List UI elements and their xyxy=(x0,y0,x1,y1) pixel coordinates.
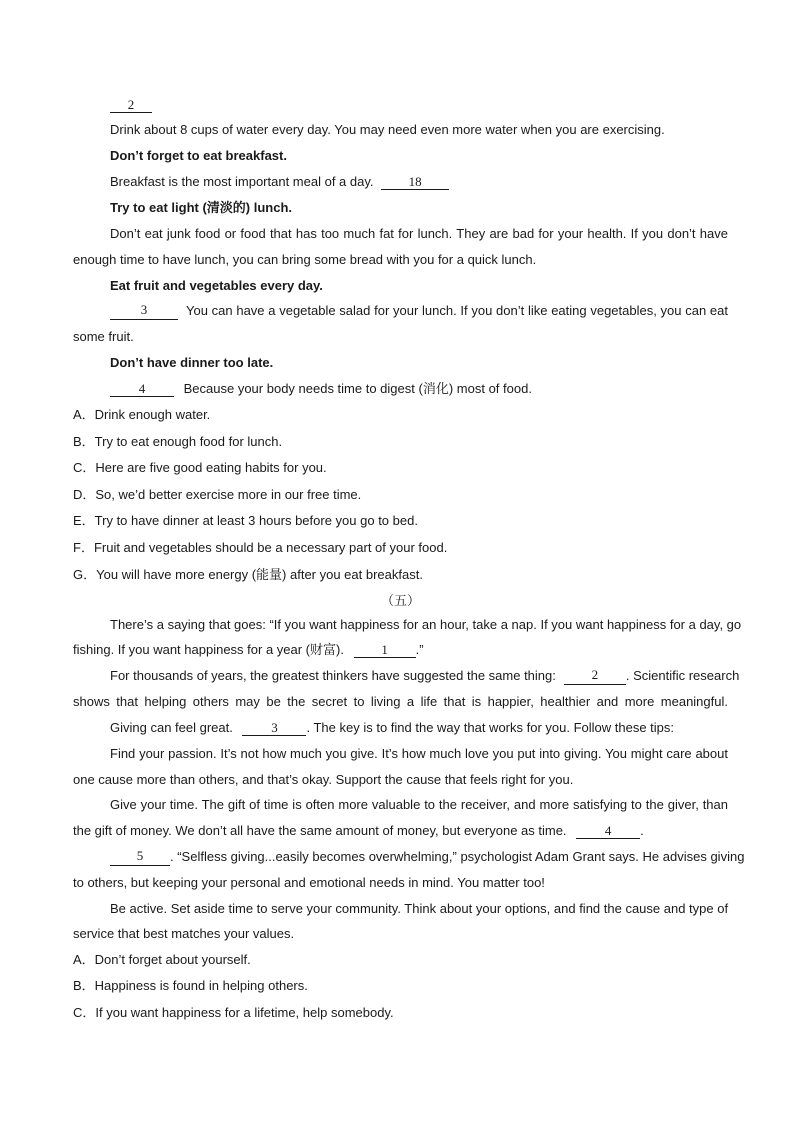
paragraph-text: fishing. If you want happiness for a year ( xyxy=(73,642,311,657)
paragraph-line xyxy=(110,667,740,685)
paragraph-text: ). xyxy=(336,642,344,657)
option-item: D．So, we’d better exercise more in our free time. xyxy=(73,487,362,502)
paragraph-line: one cause more than others, and that’s okay. Support the cause that feels right for you. xyxy=(73,772,574,787)
chinese-annotation: 消化 xyxy=(422,381,449,396)
option-item: F．Fruit and vegetables should be a necessary part of your food. xyxy=(73,540,448,555)
answer-blank[interactable]: 1 xyxy=(354,642,416,658)
answer-blank-line xyxy=(110,96,728,114)
section-heading: Don’t have dinner too late. xyxy=(110,355,274,370)
paragraph-line xyxy=(73,641,728,659)
paragraph-text: Giving can feel great. xyxy=(110,720,233,735)
answer-blank[interactable]: 3 xyxy=(242,720,306,736)
option-item: B．Happiness is found in helping others. xyxy=(73,978,308,993)
paragraph-line xyxy=(110,719,728,737)
option-item: C．If you want happiness for a lifetime, help somebody. xyxy=(73,1005,394,1020)
answer-blank[interactable]: 18 xyxy=(381,174,449,190)
paragraph-text: Breakfast is the most important meal of a day. xyxy=(110,174,374,189)
paragraph-text: . Scientific research xyxy=(625,668,740,683)
paragraph-text: Because your body needs time to digest ( xyxy=(183,381,423,396)
paragraph-text: ) most of food. xyxy=(448,381,532,396)
paragraph-line: enough time to have lunch, you can bring some bread with you for a quick lunch. xyxy=(73,252,537,267)
paragraph-line xyxy=(73,822,728,840)
answer-blank[interactable]: 4 xyxy=(110,381,174,397)
answer-blank[interactable]: 2 xyxy=(110,97,152,113)
paragraph-text: . The key is to find the way that works for you. Follow these tips: xyxy=(306,720,675,735)
paragraph-line: Find your passion. It’s not how much you give. It’s how much love you put into giving. You might care about xyxy=(110,746,728,761)
answer-blank[interactable]: 3 xyxy=(110,302,178,320)
paragraph-line: some fruit. xyxy=(73,329,134,344)
option-item: C．Here are five good eating habits for you. xyxy=(73,460,327,475)
paragraph-text: the gift of money. We don’t all have the same amount of money, but everyone as time. xyxy=(73,823,567,838)
answer-blank[interactable]: 2 xyxy=(564,667,626,685)
paragraph-line xyxy=(110,302,728,320)
section-title: （五） xyxy=(380,593,420,608)
paragraph-line: service that best matches your values. xyxy=(73,926,295,941)
section-heading: Try to eat light (清淡的) lunch. xyxy=(110,200,293,215)
option-item: B．Try to eat enough food for lunch. xyxy=(73,434,283,449)
paragraph-text: .” xyxy=(415,642,424,657)
option-item: E．Try to have dinner at least 3 hours before you go to bed. xyxy=(73,513,418,528)
paragraph-line xyxy=(110,380,728,398)
paragraph-line: to others, but keeping your personal and emotional needs in mind. You matter too! xyxy=(73,875,545,890)
paragraph-line: Give your time. The gift of time is often more valuable to the receiver, and more satisfying to the giver, than xyxy=(110,797,728,812)
paragraph-line: Drink about 8 cups of water every day. You may need even more water when you are exercising. xyxy=(110,122,665,137)
option-item: G．You will have more energy (能量) after you eat breakfast. xyxy=(73,567,423,582)
paragraph-text: . xyxy=(640,823,644,838)
answer-blank[interactable]: 5 xyxy=(110,848,170,866)
paragraph-text: You can have a vegetable salad for your lunch. If you don’t like eating vegetables, you can eat xyxy=(186,303,728,318)
answer-blank[interactable]: 4 xyxy=(576,823,640,839)
chinese-annotation: 财富 xyxy=(310,642,337,657)
paragraph-line xyxy=(110,848,745,866)
paragraph-text: . “Selfless giving...easily becomes overwhelming,” psychologist Adam Grant says. He advises giving xyxy=(170,849,745,864)
option-item: A．Drink enough water. xyxy=(73,407,211,422)
paragraph-line: Don’t eat junk food or food that has too much fat for lunch. They are bad for your health. If you don’t have xyxy=(110,226,728,241)
paragraph-line: shows that helping others may be the secret to living a life that is happier, healthier and more meaningful. xyxy=(73,694,728,709)
paragraph-text: For thousands of years, the greatest thinkers have suggested the same thing: xyxy=(110,668,556,683)
option-item: A．Don’t forget about yourself. xyxy=(73,952,251,967)
paragraph-line xyxy=(110,173,728,191)
section-heading: Don’t forget to eat breakfast. xyxy=(110,148,287,163)
paragraph-line: Be active. Set aside time to serve your community. Think about your options, and find the cause and type of xyxy=(110,901,729,916)
paragraph-line: There’s a saying that goes: “If you want happiness for an hour, take a nap. If you want happiness for a day, go xyxy=(110,617,742,632)
section-heading: Eat fruit and vegetables every day. xyxy=(110,278,323,293)
